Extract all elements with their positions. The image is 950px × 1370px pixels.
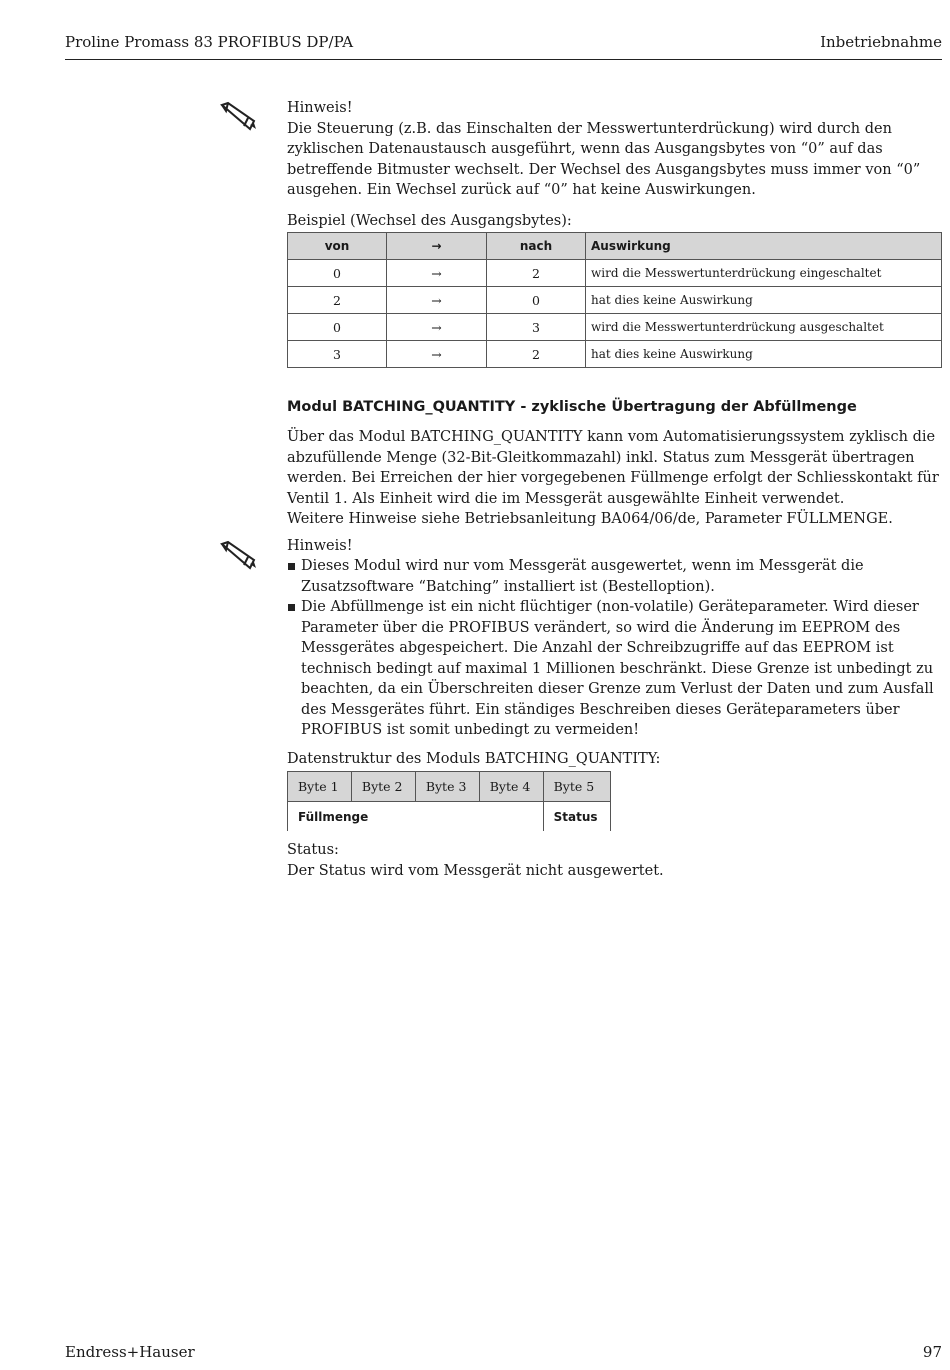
byte-cell: Byte 5 [543,772,610,802]
note-title: Hinweis! [287,100,353,116]
status-cell: Status [543,802,610,832]
byte-cell: Byte 4 [479,772,543,802]
note-bullet-list [287,556,942,741]
section-reference: Weitere Hinweise siehe Betriebsanleitung BA064/06/de, Parameter FÜLLMENGE. [287,511,893,527]
to-cell: 3 [487,314,586,341]
from-cell: 0 [288,260,387,287]
byte-cell: Byte 1 [288,772,352,802]
section-heading: Modul BATCHING_QUANTITY - zyklische Übertragung der Abfüllmenge [287,399,857,415]
list-item: Die Abfüllmenge ist ein nicht flüchtiger (non-volatile) Geräteparameter. Wird dieser Parameter über die PROFIBUS verändert, so wird die Änderung im EEPROM des Messgerätes abgespeichert. Die Anzahl der Schreibzugriffe auf das EEPROM ist technisch bedingt auf maximal 1 Millionen beschränkt. Diese Grenze ist unbedingt zu beachten, da ein Überschreiten dieser Grenze zum Verlust der Daten und zum Ausfall des Messgerätes führt. Ein ständiges Beschreiben dieses Geräteparameters über PROFIBUS ist somit unbedingt zu vermeiden! [287,597,942,741]
effect-cell: hat dies keine Auswirkung [586,341,942,368]
table-row [288,287,942,314]
table-row [288,314,942,341]
column-header: Auswirkung [586,233,942,260]
effect-cell: hat dies keine Auswirkung [586,287,942,314]
arrow-cell: → [387,287,487,314]
byte-content-row [288,802,611,832]
to-cell: 0 [487,287,586,314]
column-header: nach [487,233,586,260]
page-number: 97 [922,1343,942,1361]
section-body: Über das Modul BATCHING_QUANTITY kann vom Automatisierungssystem zyklisch die abzufüllende Menge (32-Bit-Gleitkommazahl) inkl. Status zum Messgerät übertragen werden. Bei Erreichen der hier vorgegebenen Füllmenge erfolgt der Schliesskontakt für Ventil 1. Als Einheit wird die im Messgerät ausgewählte Einheit verwendet. [287,429,939,507]
table-row [288,341,942,368]
list-item: Dieses Modul wird nur vom Messgerät ausgewertet, wenn im Messgerät die Zusatzsoftware “Batching” installiert ist (Bestelloption). [287,556,942,597]
column-header: von [288,233,387,260]
status-text: Der Status wird vom Messgerät nicht ausgewertet. [287,862,664,879]
status-label: Status: [287,842,339,858]
arrow-cell: → [387,260,487,287]
byte-structure-table [287,771,611,831]
byte-header-row [288,772,611,802]
footer-brand: Endress+Hauser [65,1343,195,1361]
effect-cell: wird die Messwertunterdrückung ausgeschaltet [586,314,942,341]
example-caption: Beispiel (Wechsel des Ausgangsbytes): [287,212,572,229]
byte-cell: Byte 2 [351,772,415,802]
column-header: → [387,233,487,260]
header-section: Inbetriebnahme [820,33,942,51]
arrow-cell: → [387,314,487,341]
from-cell: 2 [288,287,387,314]
datastruct-caption: Datenstruktur des Moduls BATCHING_QUANTITY: [287,750,661,767]
from-cell: 3 [288,341,387,368]
arrow-cell: → [387,341,487,368]
note-text: Die Steuerung (z.B. das Einschalten der Messwertunterdrückung) wird durch den zyklischen Datenaustausch ausgeführt, wenn das Ausgangsbytes von “0” auf das betreffende Bitmuster wechselt. Der Wechsel des Ausgangsbytes muss immer von “0” ausgehen. Ein Wechsel zurück auf “0” hat keine Auswirkungen. [287,120,921,198]
header-title: Proline Promass 83 PROFIBUS DP/PA [65,33,354,51]
page-content [287,98,942,881]
pencil-icon [218,540,260,572]
byte-cell: Byte 3 [415,772,479,802]
pencil-icon [218,101,260,133]
to-cell: 2 [487,260,586,287]
table-row [288,260,942,287]
from-cell: 0 [288,314,387,341]
header-divider [65,59,942,60]
effect-cell: wird die Messwertunterdrückung eingeschaltet [586,260,942,287]
example-table [287,232,942,368]
fill-quantity-cell: Füllmenge [288,802,544,832]
table-header-row [288,233,942,260]
note-title: Hinweis! [287,537,353,554]
to-cell: 2 [487,341,586,368]
